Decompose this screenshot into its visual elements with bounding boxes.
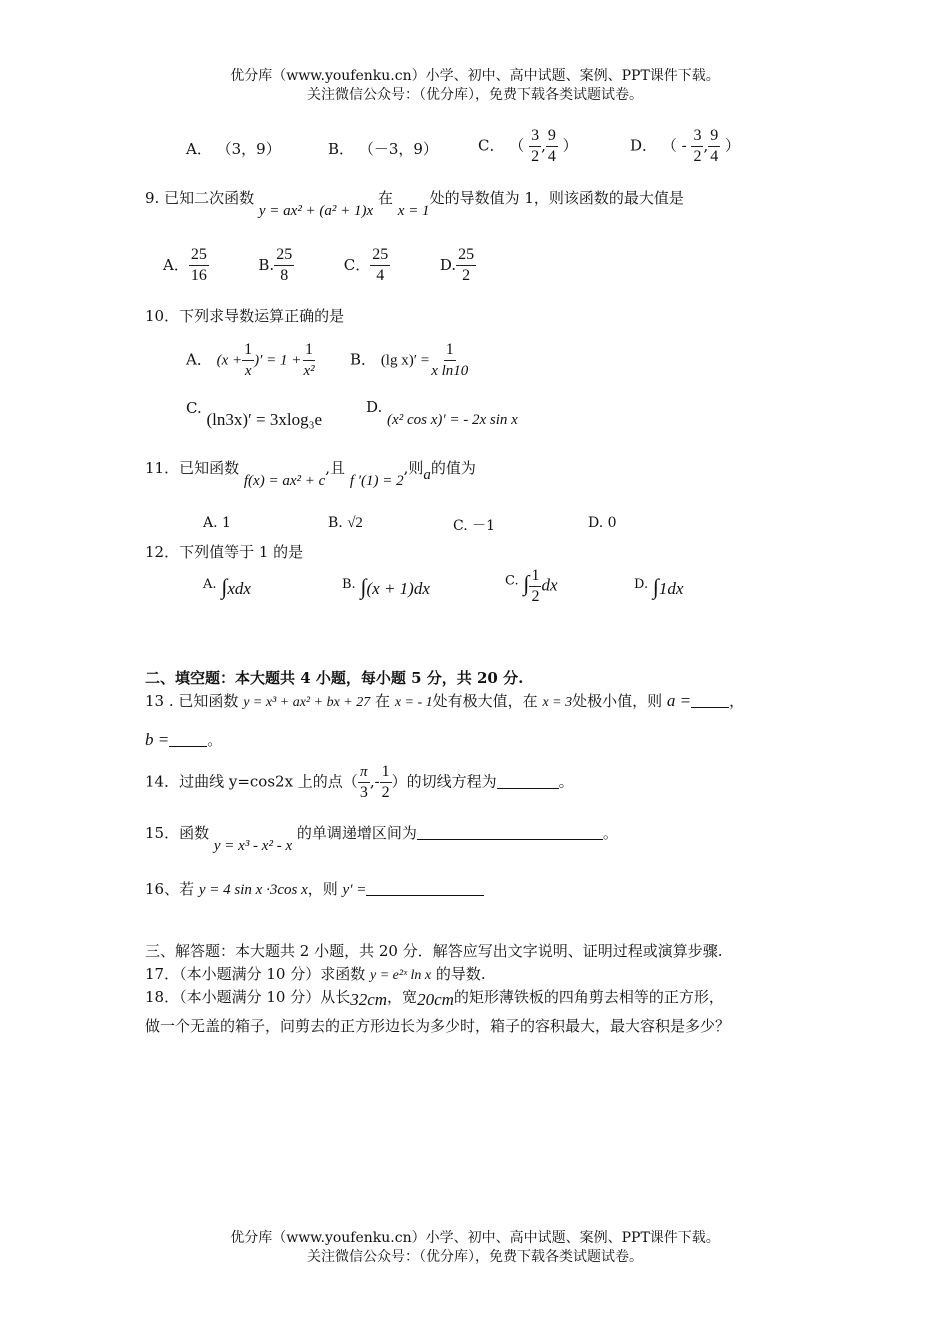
- q12-option-d: D. ∫1dx: [634, 574, 684, 599]
- section-3-title: 三、解答题：本大题共 2 小题，共 20 分．解答应写出文字说明、证明过程或演算步骤.: [145, 942, 723, 960]
- header-line-2: 关注微信公众号：（优分库），免费下载各类试题试卷。: [307, 87, 643, 103]
- q11-option-d: D. 0: [588, 515, 617, 531]
- q16-stem: 16、若 y = 4 sin x ·3cos x，则 y′ =: [145, 878, 484, 899]
- q13-stem: 13 . 已知函数 y = x³ + ax² + bx + 27 在 x = - 1处有极大值，在 x = 3处极小值，则 a = ，: [145, 691, 745, 710]
- q8-option-c: C． （ $\frac{3}{2}$ , $\frac{9}{4}$ ）: [478, 127, 578, 165]
- footer-line-2: 关注微信公众号：（优分库），免费下载各类试题试卷。: [307, 1249, 643, 1265]
- q8-option-a: A． （3，9）: [186, 140, 281, 158]
- q12-option-a: A. ∫xdx: [203, 574, 251, 599]
- q11-stem: 11．已知函数 f(x) = ax² + c,且 f ′(1) = 2,则a的值为: [145, 459, 476, 489]
- q10-stem: 10．下列求导数运算正确的是: [145, 307, 345, 325]
- q8-option-b: B． （－3，9）: [328, 140, 438, 158]
- q8-option-d: D． （ - $\frac{3}{2}$ , $\frac{9}{4}$ ）: [630, 127, 741, 165]
- q12-option-b: B. ∫(x + 1)dx: [342, 574, 430, 599]
- footer-line-1: 优分库（www.youfenku.cn）小学、初中、高中试题、案例、PPT课件下载。: [230, 1230, 720, 1246]
- q16-blank[interactable]: [366, 881, 484, 896]
- q12-stem: 12．下列值等于 1 的是: [145, 543, 304, 561]
- q10-option-b: B． (lg x)′ = $\frac{1}{\text{x ln10}}$: [350, 341, 469, 379]
- q18-line-2: 做一个无盖的箱子，问剪去的正方形边长为多少时，箱子的容积最大，最大容积是多少？: [145, 1017, 731, 1035]
- q15-blank[interactable]: [417, 825, 603, 840]
- header-line-1: 优分库（www.youfenku.cn）小学、初中、高中试题、案例、PPT课件下载。: [230, 68, 720, 84]
- q9-stem: 9. 已知二次函数 y = ax² + (a² + 1)x 在 x = 1处的导数值为 1，则该函数的最大值是: [145, 189, 684, 219]
- q10-option-d: D. (x² cos x)′ = - 2x sin x: [366, 398, 518, 428]
- q10-option-c: C. (ln3x)′ = 3xlog₃e: [186, 399, 323, 429]
- q9-option-c: C． $\frac{25}{4}$: [343, 246, 389, 284]
- q13-blank-b[interactable]: [169, 732, 207, 747]
- q18-line-1: 18．（本小题满分 10 分）从长32cm，宽20cm的矩形薄铁板的四角剪去相等的正方形，: [145, 988, 724, 1009]
- q11-option-a: A. 1: [203, 515, 231, 531]
- q9-option-d: D. $\frac{25}{2}$: [439, 246, 475, 284]
- q14-stem: 14．过曲线 y=cos2x 上的点（ $\frac{\pi}{3}$ ,- $\frac{1}{2}$ ）的切线方程为 。: [145, 763, 574, 801]
- section-2-title: 二、填空题：本大题共 4 小题，每小题 5 分，共 20 分.: [145, 669, 524, 687]
- q11-option-b: B. √2: [328, 515, 363, 531]
- q14-blank[interactable]: [497, 774, 559, 789]
- q10-option-a: A． (x + $\frac{1}{x}$ )′ = 1 + $\frac{1}{\text{x²}}$: [186, 341, 315, 379]
- q9-option-b: B. $\frac{25}{8}$: [258, 246, 293, 284]
- q13-line-2: b = 。: [145, 730, 223, 749]
- q12-option-c: C. ∫ $\frac{1}{2}$ dx: [505, 567, 558, 605]
- q17-stem: 17．（本小题满分 10 分）求函数 y = e²ˣ ln x 的导数.: [145, 965, 486, 983]
- q9-options: [163, 245, 476, 286]
- q9-option-a: A． $\frac{25}{16}$: [163, 246, 207, 284]
- q11-option-c: C. －1: [453, 518, 496, 534]
- q13-blank-a[interactable]: [691, 693, 729, 708]
- q15-stem: 15．函数 y = x³ - x² - x 的单调递增区间为 。: [145, 824, 618, 854]
